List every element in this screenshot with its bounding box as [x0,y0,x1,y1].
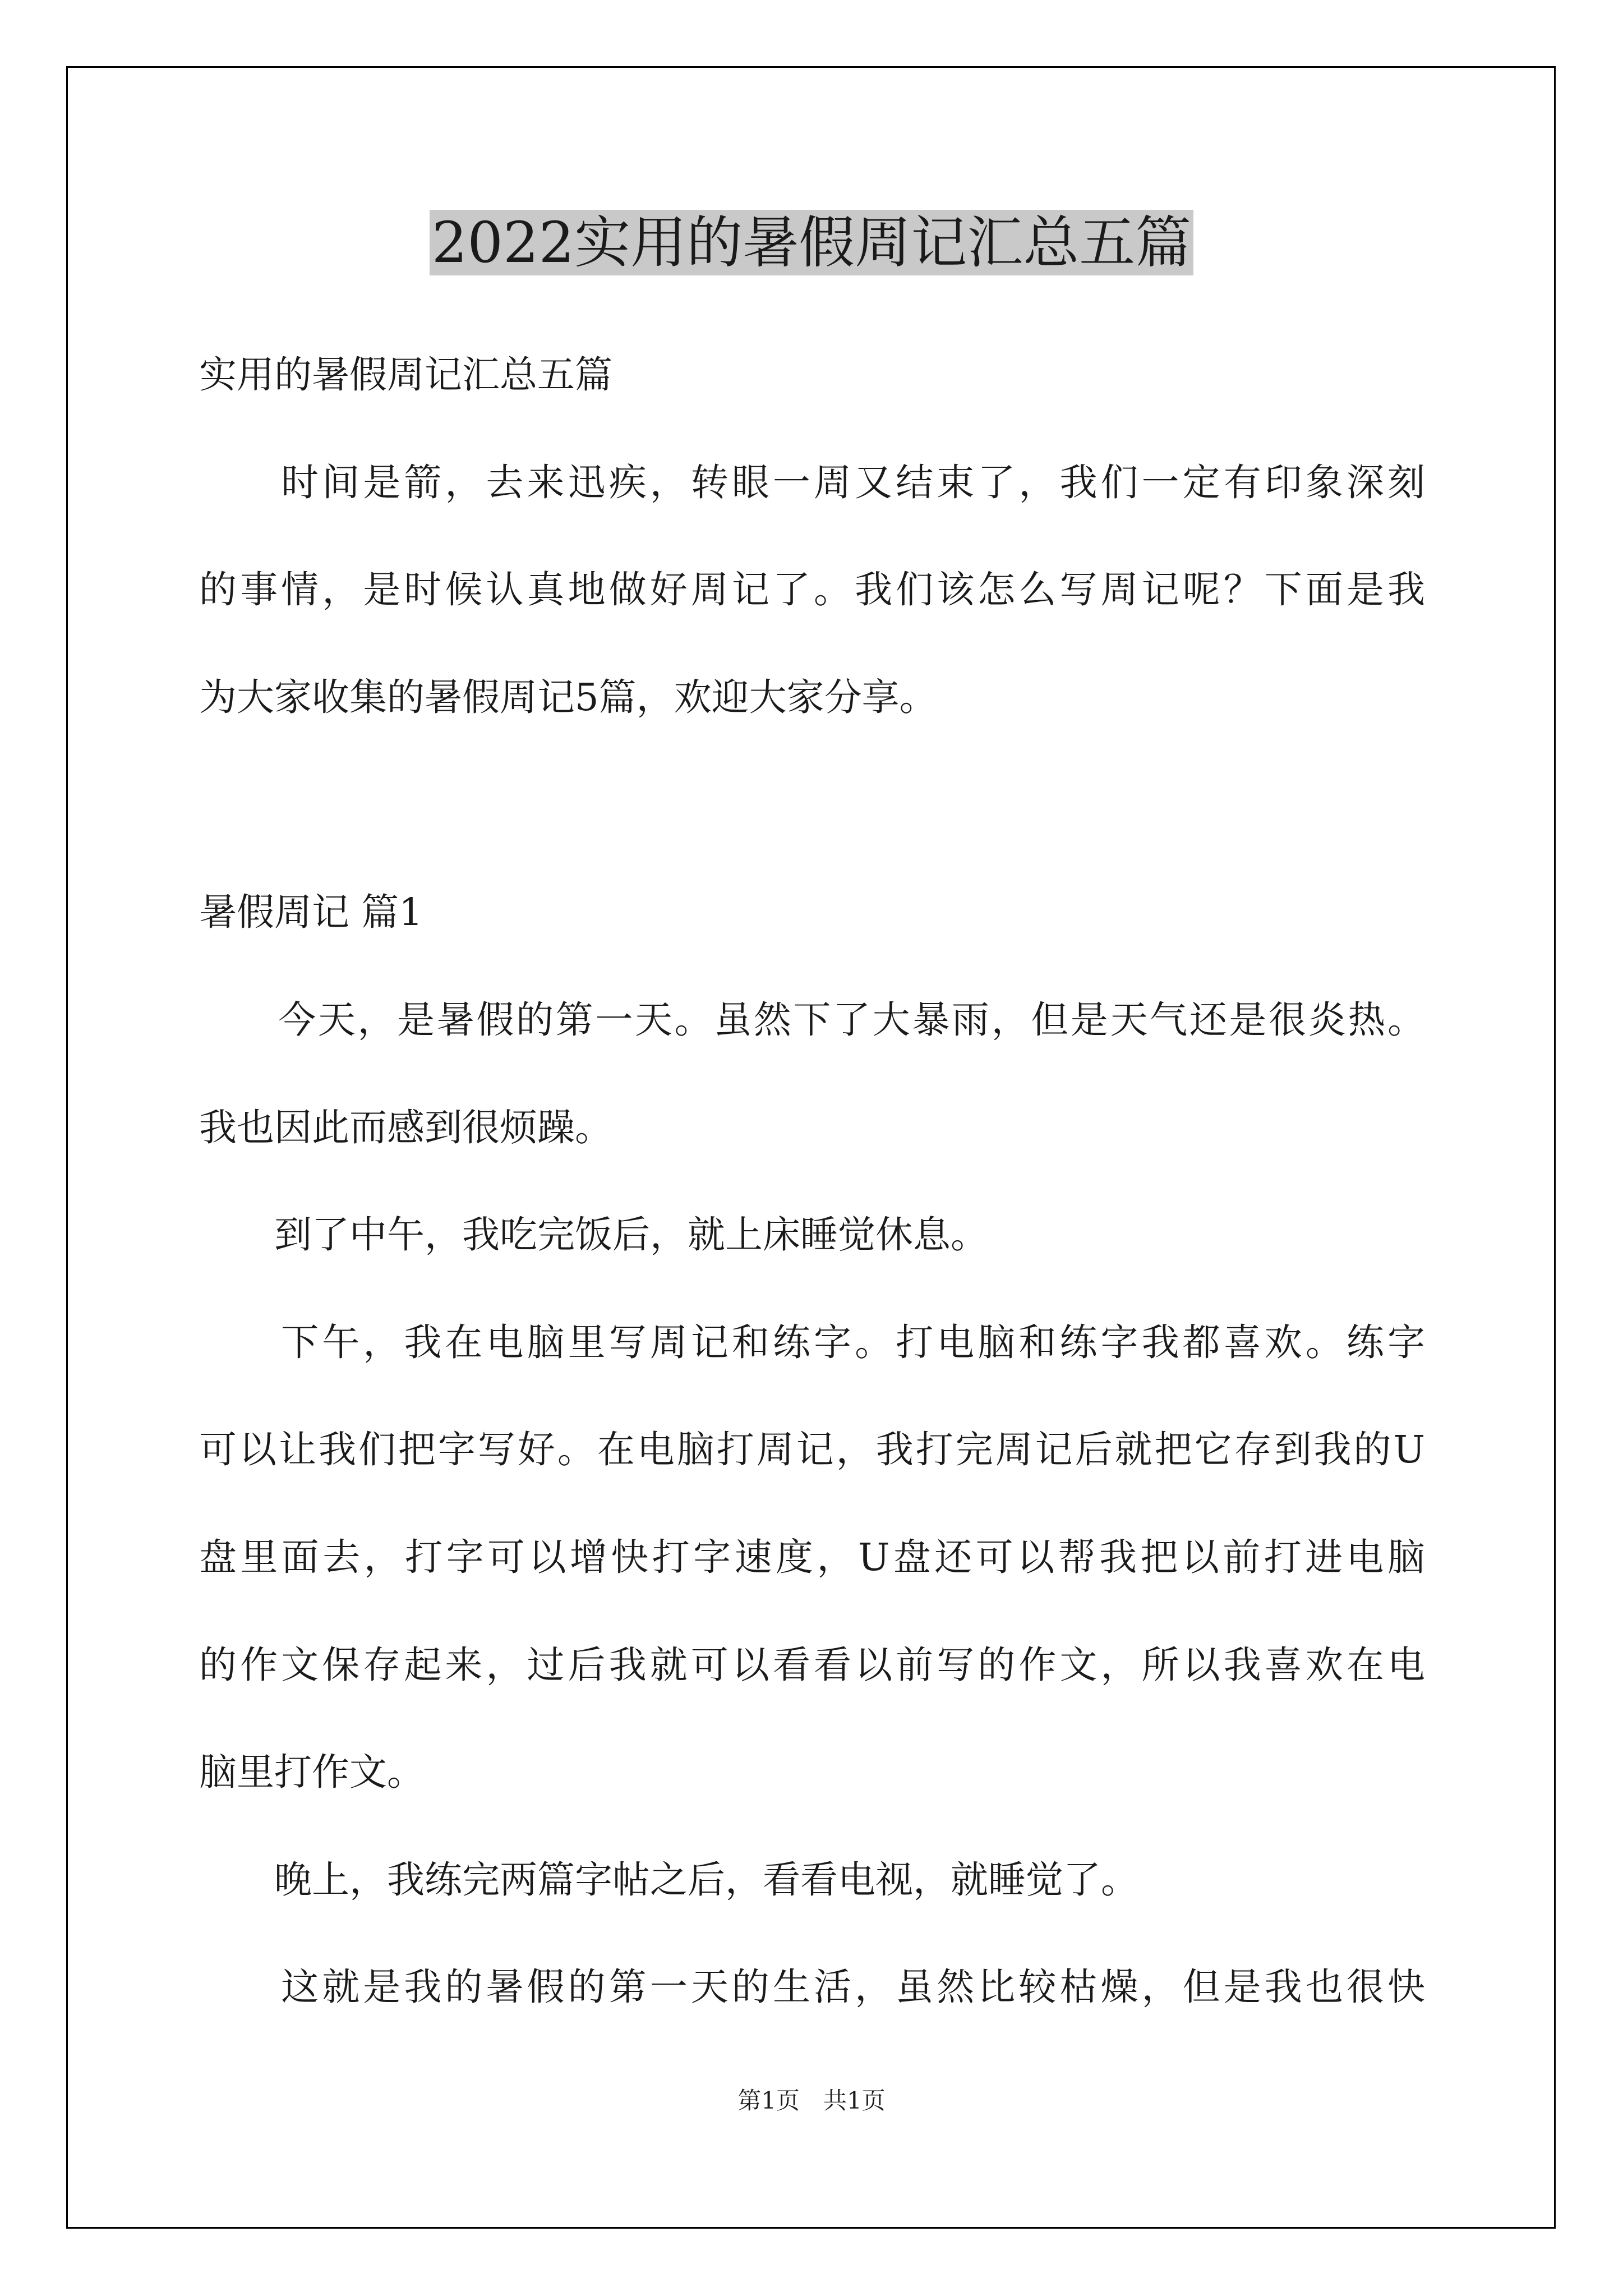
body-paragraph-line: 下午，我在电脑里写周记和练字。打电脑和练字我都喜欢。练字 [199,1320,1425,1364]
document-title [0,201,1623,285]
page-footer: 第1页 共1页 [737,2087,886,2114]
body-paragraph-line: 的作文保存起来，过后我就可以看看以前写的作文，所以我喜欢在电 [199,1643,1425,1687]
intro-paragraph-line: 的事情，是时候认真地做好周记了。我们该怎么写周记呢？下面是我 [199,568,1425,611]
body-paragraph-line: 今天，是暑假的第一天。虽然下了大暴雨，但是天气还是很炎热。 [199,998,1425,1042]
intro-paragraph-line: 时间是箭，去来迅疾，转眼一周又结束了，我们一定有印象深刻 [199,461,1425,504]
body-paragraph-line: 到了中午，我吃完饭后，就上床睡觉休息。 [199,1213,988,1257]
body-paragraph-line: 脑里打作文。 [199,1750,425,1794]
intro-heading: 实用的暑假周记汇总五篇 [199,353,612,397]
document-title-text: 2022实用的暑假周记汇总五篇 [430,210,1194,275]
section-heading: 暑假周记 篇1 [199,890,423,934]
body-paragraph-line: 晚上，我练完两篇字帖之后，看看电视，就睡觉了。 [199,1858,1138,1902]
body-paragraph-line: 盘里面去，打字可以增快打字速度，U盘还可以帮我把以前打进电脑 [199,1535,1425,1579]
intro-paragraph-line: 为大家收集的暑假周记5篇，欢迎大家分享。 [199,675,937,719]
body-paragraph-line: 我也因此而感到很烦躁。 [199,1106,612,1149]
body-paragraph-line: 这就是我的暑假的第一天的生活，虽然比较枯燥，但是我也很快 [199,1965,1425,2009]
body-paragraph-line: 可以让我们把字写好。在电脑打周记，我打完周记后就把它存到我的U [199,1428,1425,1471]
